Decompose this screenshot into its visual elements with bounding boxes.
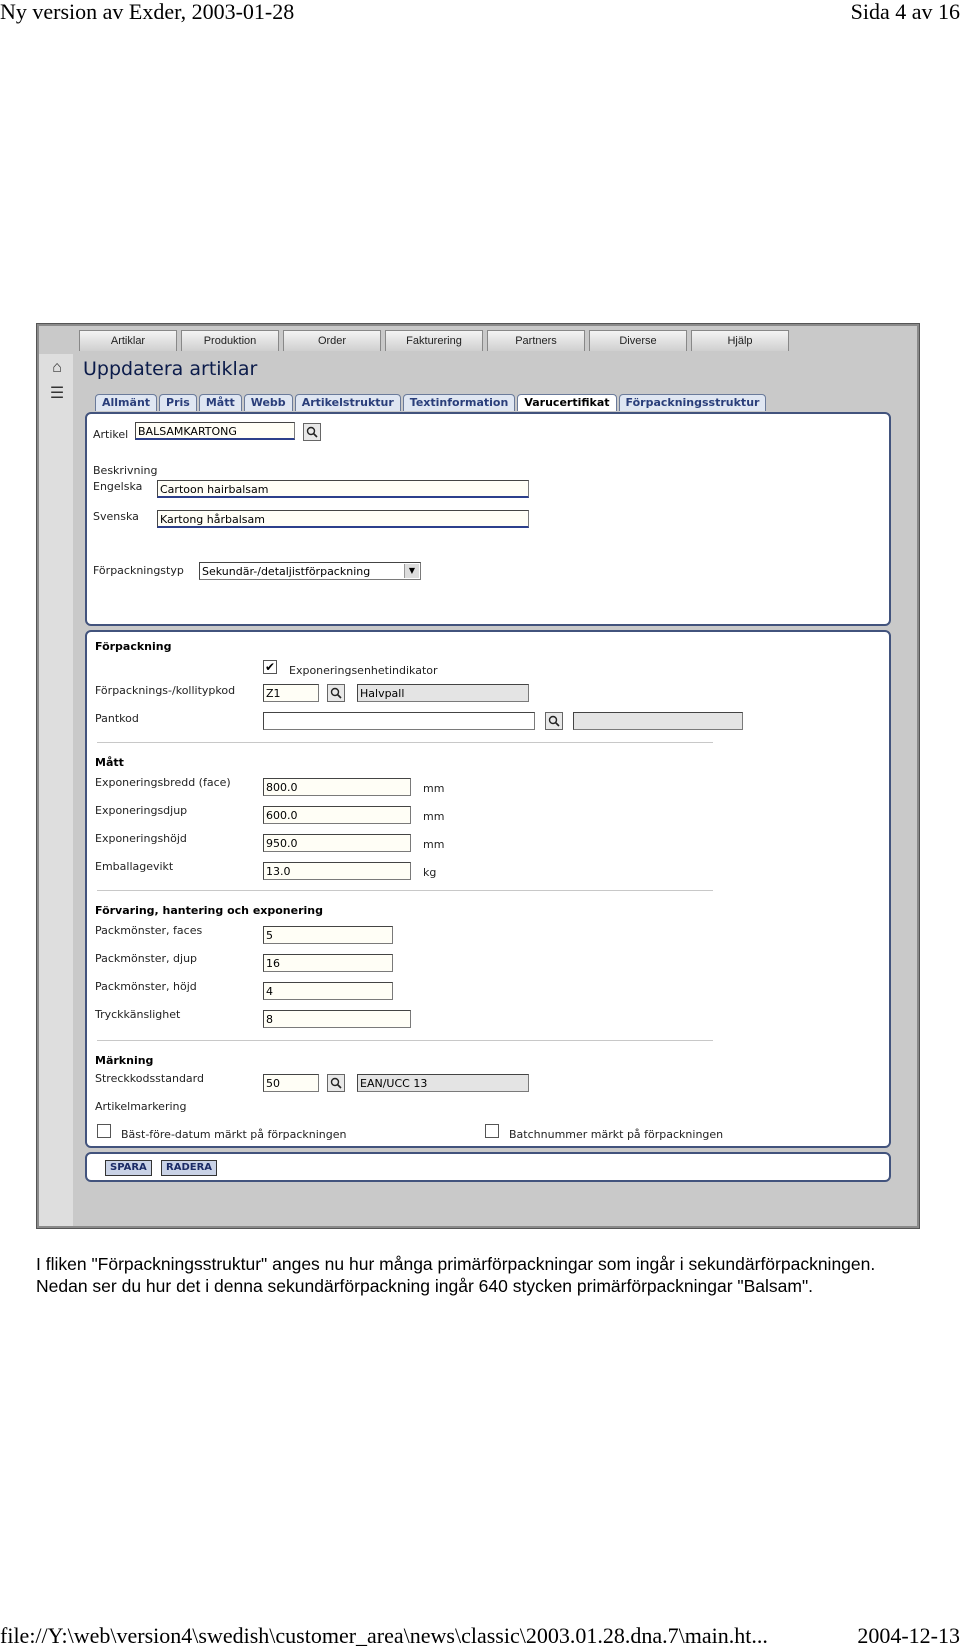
kollityp-search-button[interactable] xyxy=(327,684,345,702)
kollityp-input[interactable]: Z1 xyxy=(263,684,319,702)
bast-fore-label: Bäst-före-datum märkt på förpackningen xyxy=(121,1128,347,1141)
chevron-down-icon[interactable]: ▼ xyxy=(404,564,419,578)
unit-label: kg xyxy=(423,866,437,879)
forvaring-row-label: Packmönster, höjd xyxy=(95,980,197,993)
matt-row-label: Exponeringshöjd xyxy=(95,832,187,845)
left-toolbar xyxy=(39,354,73,1226)
forvaring-row-label: Tryckkänslighet xyxy=(95,1008,181,1021)
tab-pris[interactable]: Pris xyxy=(159,394,197,411)
page-header-page-number: Sida 4 av 16 xyxy=(850,0,960,24)
app-window xyxy=(39,326,917,1226)
forpackning-section-title: Förpackning xyxy=(95,640,172,653)
tab-artikelstruktur[interactable]: Artikelstruktur xyxy=(295,394,401,411)
pantkod-label: Pantkod xyxy=(95,712,139,725)
tab-webb[interactable]: Webb xyxy=(244,394,293,411)
forvaring-section-title: Förvaring, hantering och exponering xyxy=(95,904,324,917)
top-tab-partners[interactable]: Partners xyxy=(487,330,585,351)
tab-allmant[interactable]: Allmänt xyxy=(95,394,157,411)
top-navigation xyxy=(79,330,789,352)
pantkod-description xyxy=(573,712,743,730)
artikel-input[interactable]: BALSAMKARTONG xyxy=(135,422,295,440)
sub-tabs xyxy=(95,394,766,412)
packaging-panel xyxy=(85,630,891,1148)
emballagevikt-input[interactable]: 13.0 xyxy=(263,862,411,880)
page-footer-date: 2004-12-13 xyxy=(857,1623,960,1648)
svenska-label: Svenska xyxy=(93,510,139,523)
matt-row-label: Emballagevikt xyxy=(95,860,174,873)
matt-section-title: Mått xyxy=(95,756,124,769)
page-title: Uppdatera artiklar xyxy=(83,358,258,380)
top-tab-diverse[interactable]: Diverse xyxy=(589,330,687,351)
exponering-checkbox[interactable]: ✔ xyxy=(264,660,276,674)
kollityp-description: Halvpall xyxy=(357,684,529,702)
streckkod-description: EAN/UCC 13 xyxy=(357,1074,529,1092)
tab-varucertifikat[interactable]: Varucertifikat xyxy=(517,394,616,411)
list-icon[interactable]: ☰ xyxy=(49,385,65,402)
divider xyxy=(97,742,713,743)
beskrivning-label: Beskrivning xyxy=(93,464,158,477)
streckkod-input[interactable]: 50 xyxy=(263,1074,319,1092)
unit-label: mm xyxy=(423,782,445,795)
caption-text: I fliken "Förpackningsstruktur" anges nu hur många primärförpackningar som ingår i sekundärförpackningen. Nedan ser du hur det i denna sekundärförpackning ingår 640 stycken primärförpackningar "Balsam". xyxy=(36,1254,876,1296)
tab-forpackningsstruktur[interactable]: Förpackningsstruktur xyxy=(619,394,767,411)
matt-row-label: Exponeringsbredd (face) xyxy=(95,776,231,789)
search-icon xyxy=(306,426,318,438)
top-tab-hjalp[interactable]: Hjälp xyxy=(691,330,789,351)
streckkod-search-button[interactable] xyxy=(327,1074,345,1092)
exponeringsbredd-input[interactable]: 800.0 xyxy=(263,778,411,796)
batch-label: Batchnummer märkt på förpackningen xyxy=(509,1128,724,1141)
tab-textinformation[interactable]: Textinformation xyxy=(403,394,516,411)
packmonster-faces-input[interactable]: 5 xyxy=(263,926,393,944)
batch-checkbox[interactable] xyxy=(485,1124,499,1138)
app-screenshot xyxy=(36,323,920,1229)
tab-matt[interactable]: Mått xyxy=(199,394,242,411)
home-icon[interactable]: ⌂ xyxy=(52,359,62,376)
exponeringshojd-input[interactable]: 950.0 xyxy=(263,834,411,852)
forpackningstyp-label: Förpackningstyp xyxy=(93,564,184,577)
streckkod-label: Streckkodsstandard xyxy=(95,1072,204,1085)
forvaring-row-label: Packmönster, faces xyxy=(95,924,203,937)
spara-button[interactable]: SPARA xyxy=(105,1160,152,1176)
radera-button[interactable]: RADERA xyxy=(161,1160,217,1176)
pantkod-input[interactable] xyxy=(263,712,535,730)
article-panel xyxy=(85,412,891,626)
engelska-label: Engelska xyxy=(93,480,143,493)
divider xyxy=(97,1040,713,1041)
search-icon xyxy=(548,715,560,727)
top-tab-order[interactable]: Order xyxy=(283,330,381,351)
forpackningstyp-value: Sekundär-/detaljistförpackning xyxy=(202,565,371,578)
exponeringsdjup-input[interactable]: 600.0 xyxy=(263,806,411,824)
kollityp-label: Förpacknings-/kollitypkod xyxy=(95,684,236,697)
top-tab-artiklar[interactable]: Artiklar xyxy=(79,330,177,351)
top-tab-fakturering[interactable]: Fakturering xyxy=(385,330,483,351)
search-icon xyxy=(330,687,342,699)
unit-label: mm xyxy=(423,838,445,851)
matt-row-label: Exponeringsdjup xyxy=(95,804,188,817)
tryckkanslighet-input[interactable]: 8 xyxy=(263,1010,411,1028)
search-icon xyxy=(330,1077,342,1089)
action-bar xyxy=(85,1152,891,1182)
divider xyxy=(97,890,713,891)
page-footer-path: file://Y:\web\version4\swedish\customer_area\news\classic\2003.01.28.dna.7\main.ht... xyxy=(0,1623,768,1648)
exponering-label: Exponeringsenhetindikator xyxy=(289,664,438,677)
forpackningstyp-select[interactable] xyxy=(199,562,421,580)
forvaring-row-label: Packmönster, djup xyxy=(95,952,198,965)
markning-section-title: Märkning xyxy=(95,1054,154,1067)
artikel-search-button[interactable] xyxy=(303,423,321,441)
bast-fore-checkbox[interactable] xyxy=(97,1124,111,1138)
unit-label: mm xyxy=(423,810,445,823)
page-header-title: Ny version av Exder, 2003-01-28 xyxy=(0,0,295,24)
svenska-input[interactable]: Kartong hårbalsam xyxy=(157,510,529,528)
top-tab-produktion[interactable]: Produktion xyxy=(181,330,279,351)
packmonster-hojd-input[interactable]: 4 xyxy=(263,982,393,1000)
artikel-label: Artikel xyxy=(93,428,129,441)
pantkod-search-button[interactable] xyxy=(545,712,563,730)
packmonster-djup-input[interactable]: 16 xyxy=(263,954,393,972)
artikelmarkering-label: Artikelmarkering xyxy=(95,1100,187,1113)
engelska-input[interactable]: Cartoon hairbalsam xyxy=(157,480,529,498)
